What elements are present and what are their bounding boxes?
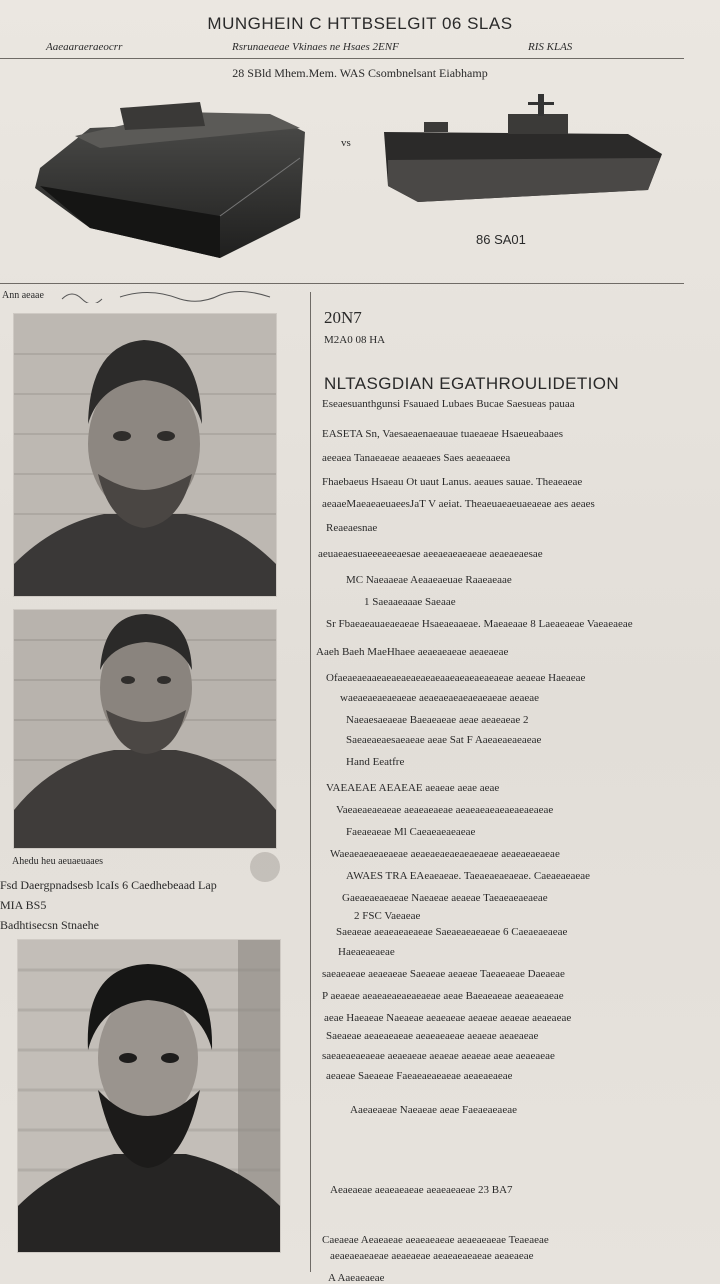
body-line: aeaeaeaeaeae aeaeaeae aeaeaeaeaeae aeaeaeae	[330, 1250, 534, 1262]
top-caption: 28 SBld Mhem.Mem. WAS Csombnelsant Eiabhamp	[232, 66, 488, 80]
body-line: A Aaeaeaeae	[328, 1272, 385, 1284]
signature-scribble	[60, 289, 280, 303]
body-line: MC Naeaaeae Aeaaeaeuae Raaeaeaae	[346, 574, 512, 586]
body-line: aeeaea Tanaeaeae aeaaeaes Saes aeaeaaeea	[322, 452, 511, 464]
body-line: Ofaeaeaeaaeaeaeaeaeaeaeaaeaeaeaeaeaeae aeaeae Haeaeae	[326, 672, 586, 684]
body-line: 2 FSC Vaeaeae	[354, 910, 421, 922]
portrait-photo-2	[14, 610, 276, 848]
ship-number: 86 SA01	[476, 232, 526, 247]
body-line: AWAES TRA EAeaeaeae. Taeaeaeaeaeae. Caeaeaeaeae	[346, 870, 591, 882]
left-top-label: Ann aeaae	[2, 290, 44, 301]
body-line: Waeaeaeaeaeaeae aeaeaeaeaeaeaeaeae aeaeaeaeaeae	[330, 848, 560, 860]
body-line: VAEAEAE AEAEAE aeaeae aeae aeae	[326, 782, 500, 794]
body-line: Hand Eeatfre	[346, 756, 405, 768]
body-line: Sr Fbaeaeauaeaeaeae Hsaeaeaaeae. Maeaeaae 8 Laeaeaeae Vaeaeaeae	[326, 618, 633, 630]
left-caption-4: Badhtisecsn Stnaehe	[0, 918, 99, 932]
portrait-photo-1	[14, 314, 276, 596]
body-line: Reaeaesnae	[326, 522, 378, 534]
document-title: MUNGHEIN C HTTBSELGIT 06 SLAS	[207, 14, 513, 33]
body-line: P aeaeae aeaeaeaeaeaeaeae aeae Baeaeaeae aeaeaeaeae	[322, 990, 564, 1002]
body-line: waeaeaeaeaeaeae aeaeaeaeaeaeaeaeae aeaeae	[340, 692, 539, 704]
body-line: Aaeh Baeh MaeHhaee aeaeaeaeae aeaeaeae	[316, 646, 509, 658]
header-sub-mid: Rsrunaeaeae Vkinaes ne Hsaes 2ENF	[232, 41, 399, 53]
ink-smudge	[250, 852, 280, 882]
header-sub-left: Aaeaaraeraeocrr	[46, 41, 123, 53]
body-line: Gaeaeaeaeaeae Naeaeae aeaeae Taeaeaeaeaeae	[342, 892, 548, 904]
body-line: saeaeaeaeaeae aeaeaeae aeaeae aeaeae aeae aeaeaeae	[322, 1050, 555, 1062]
body-line: saeaeaeae aeaeaeae Saeaeae aeaeae Taeaeaeae Daeaeae	[322, 968, 565, 980]
body-line: aeae Haeaeae Naeaeae aeaeaeae aeaeae aeaeae aeaeaeae	[324, 1012, 572, 1024]
body-line: Fhaebaeus Hsaeau Ot uaut Lanus. aeaues sauae. Theaeaeae	[322, 476, 583, 488]
left-caption-3: MIA BS5	[0, 898, 47, 912]
left-caption-2: Fsd Daergpnadsesb lcaIs 6 Caedhebeaad Lap	[0, 878, 217, 892]
body-line: aeuaeaesuaeeeaeeaesae aeeaeaeaeaeae aeaeaeaesae	[318, 548, 543, 560]
body-line: 1 Saeaaeaaae Saeaae	[364, 596, 456, 608]
body-line: Aaeaeaeae Naeaeae aeae Faeaeaeaeae	[350, 1104, 517, 1116]
ship-image-right	[378, 90, 668, 210]
body-line: Caeaeae Aeaeaeae aeaeaeaeae aeaeaeaeae Teaeaeae	[322, 1234, 549, 1246]
body-line: Faeaeaeae Ml Caeaeaeaeaeae	[346, 826, 476, 838]
body-line: aeaaeMaeaeaeuaeesJaT V aeiat. Theaeuaeaeuaeaeae aes aeaes	[322, 498, 595, 510]
body-line: EASETA Sn, Vaesaeaenaeauae tuaeaeae Hsaeueabaaes	[322, 428, 564, 440]
body-line: Aeaeaeae aeaeaeaeae aeaeaeaeae 23 BA7	[330, 1184, 513, 1196]
doc-code: M2A0 08 HA	[324, 334, 386, 346]
doc-headline: NLTASGDIAN EGATHROULIDETION	[324, 374, 620, 393]
header-rule	[0, 58, 684, 59]
body-line: Vaeaeaeaeaeae aeaeaeaeae aeaeaeaeaeaeaeaeaeae	[336, 804, 554, 816]
body-line: Eseaesuanthgunsi Fsauaed Lubaes Bucae Saesueas pauaa	[322, 398, 575, 410]
vs-label: vs	[341, 137, 351, 149]
ship-image-left	[30, 98, 310, 266]
body-line: Saeaeae aeaeaeaeae aeaeaeaeae aeaeae aeaeaeae	[326, 1030, 539, 1042]
section-rule	[0, 283, 684, 284]
portrait-photo-3	[18, 940, 280, 1252]
doc-year: 20N7	[324, 308, 362, 327]
body-line: Saeaeae aeaeaeaeaeae Saeaeaeaeaeae 6 Caeaeaeaeae	[336, 926, 568, 938]
header-sub-right: RIS KLAS	[528, 41, 573, 53]
left-caption-1: Ahedu heu aeuaeuaaes	[12, 856, 104, 867]
body-line: Saeaeaeaesaeaeae aeae Sat F Aaeaeaeaeaeae	[346, 734, 542, 746]
body-line: aeaeae Saeaeae Faeaeaeaeaeae aeaeaeaeae	[326, 1070, 513, 1082]
column-divider	[310, 292, 311, 1272]
body-line: Haeaeaeaeae	[338, 946, 395, 958]
body-line: Naeaesaeaeae Baeaeaeae aeae aeaeaeae 2	[346, 714, 529, 726]
